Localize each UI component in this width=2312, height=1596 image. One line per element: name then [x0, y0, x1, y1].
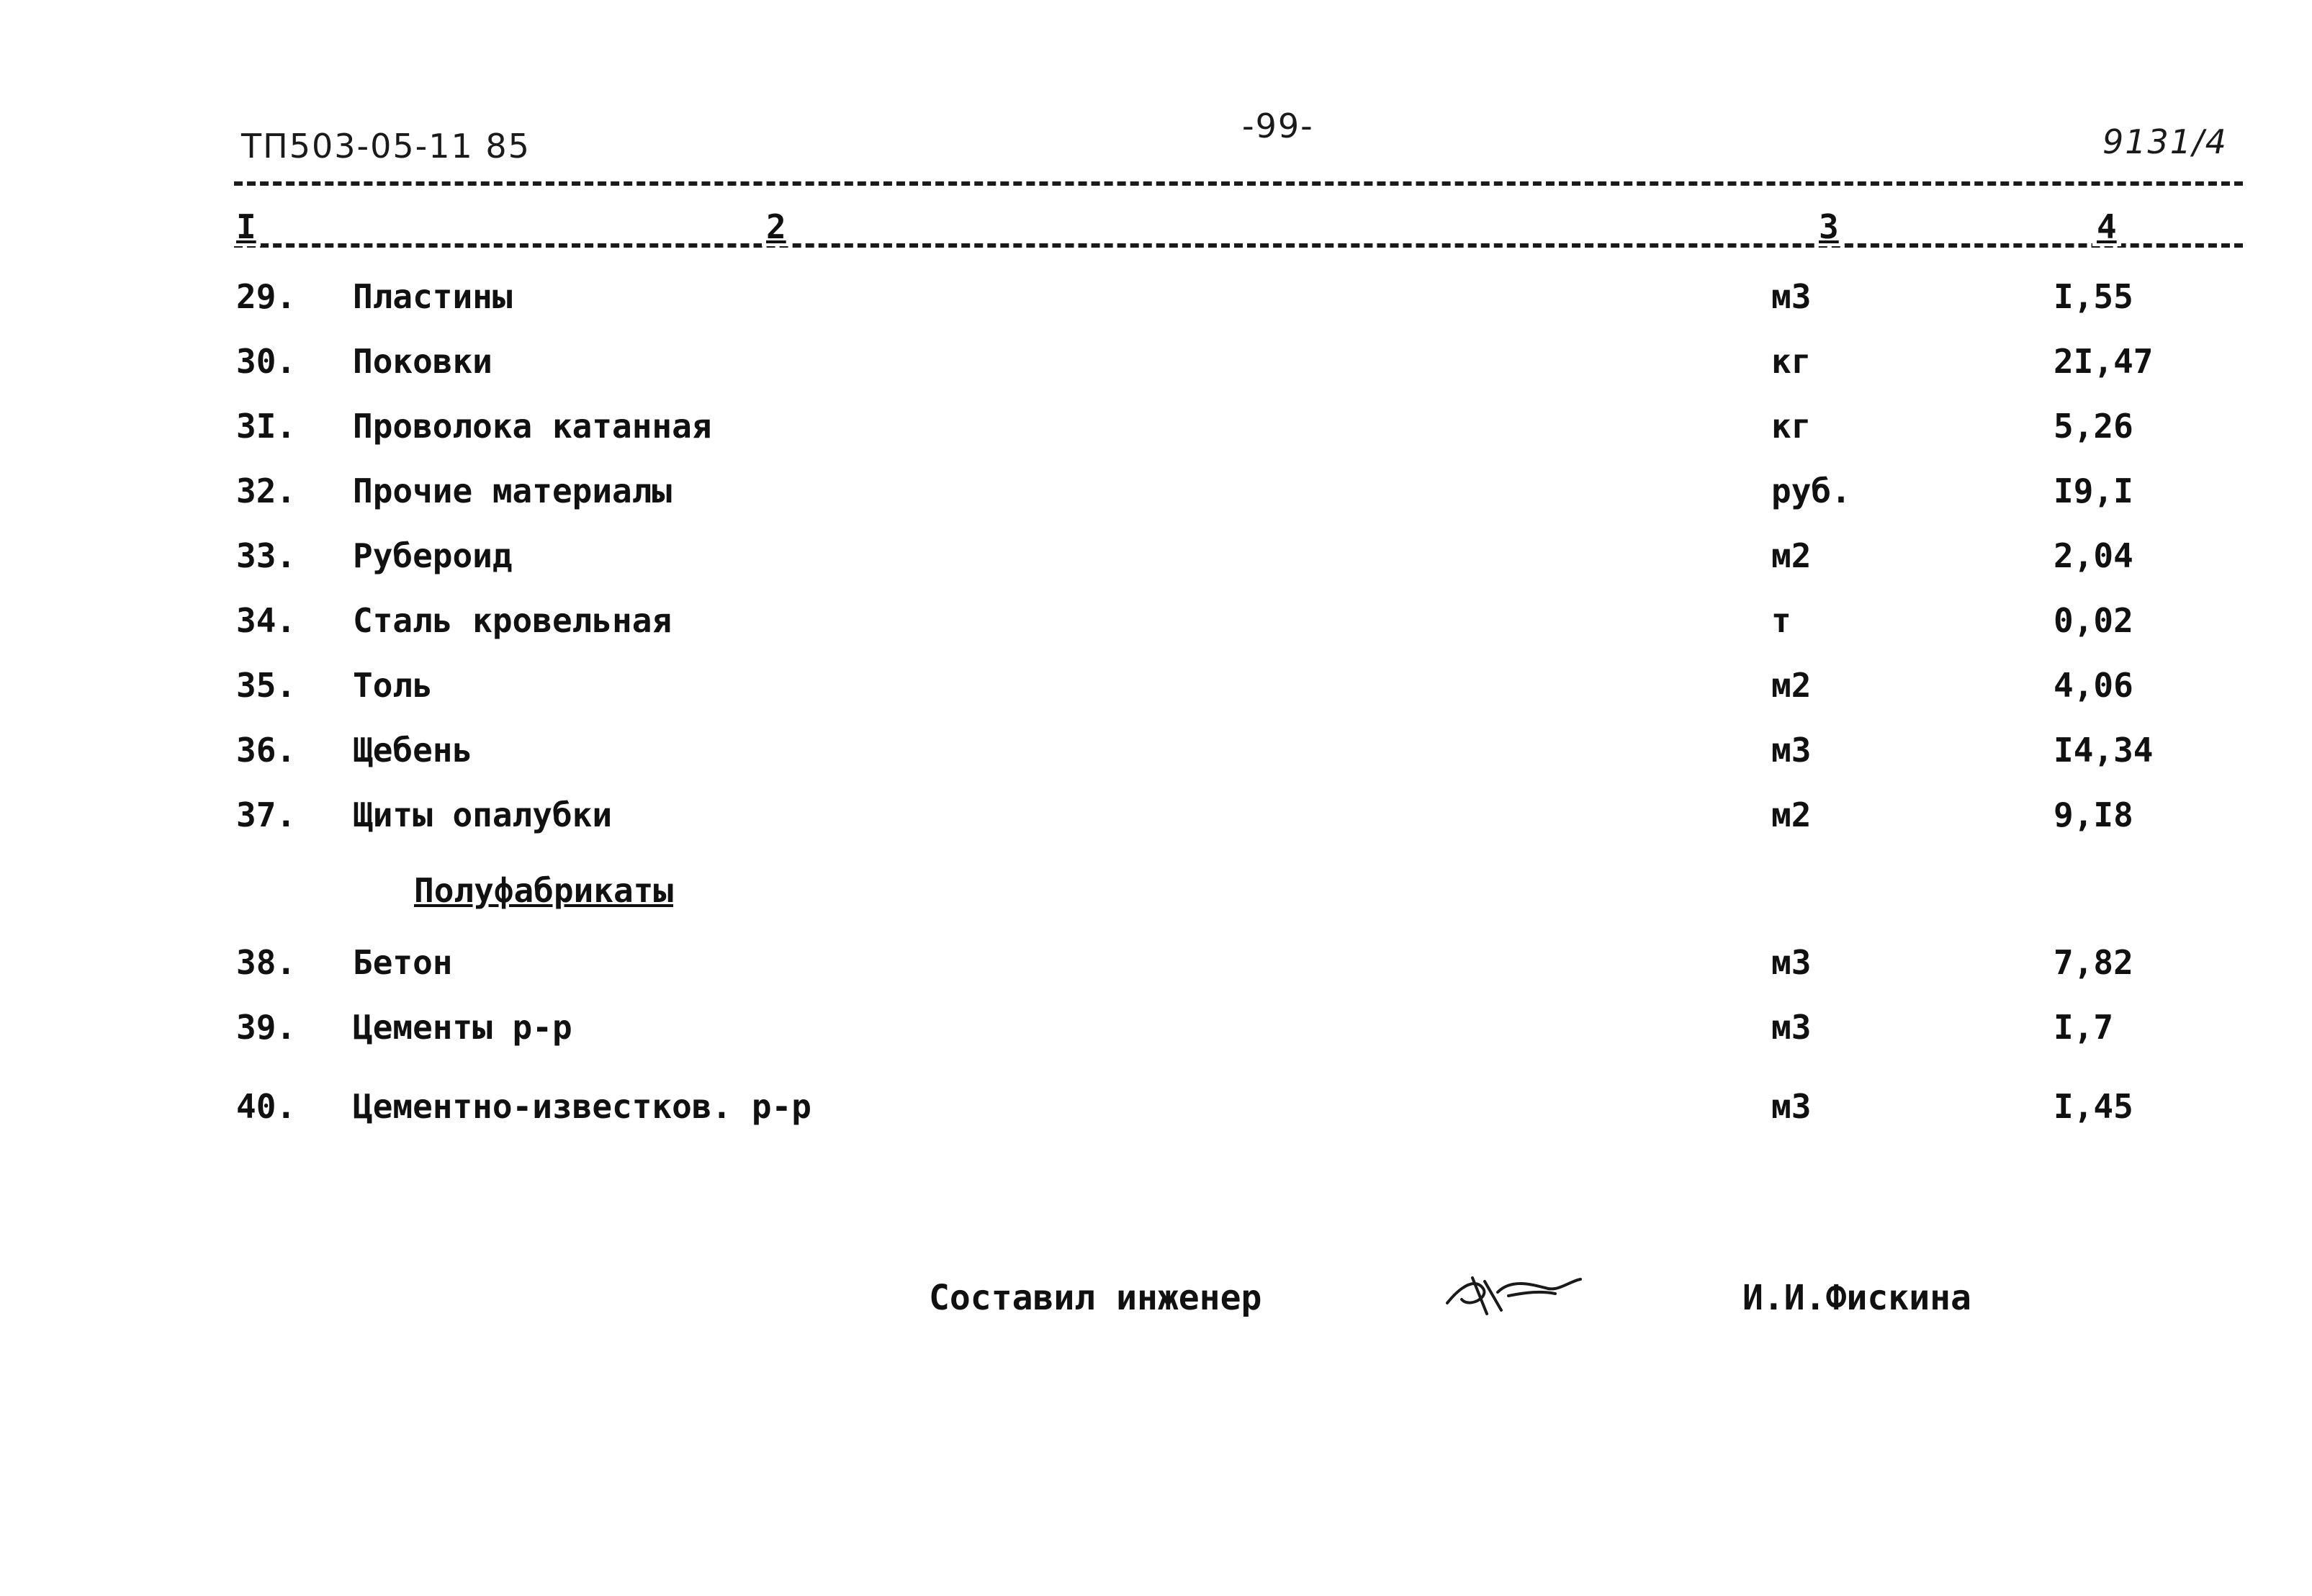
row-material: Цементно-известков. р-р — [353, 1087, 811, 1126]
row-material: Щиты опалубки — [353, 795, 613, 834]
column-number-1: I — [232, 207, 261, 246]
row-quantity: 2,04 — [2054, 536, 2133, 575]
row-material: Сталь кровельная — [353, 601, 673, 640]
row-material: Цементы р-р — [353, 1008, 572, 1047]
row-material: Проволока катанная — [353, 407, 712, 446]
row-unit: кг — [1771, 342, 1812, 381]
row-material: Прочие материалы — [353, 472, 673, 510]
sheet-number: 9131/4 — [2102, 122, 2228, 161]
table-row — [0, 943, 2312, 993]
table-row — [0, 277, 2312, 328]
row-unit: м3 — [1771, 731, 1812, 770]
row-unit: м3 — [1771, 943, 1812, 982]
row-quantity: 2I,47 — [2054, 342, 2154, 381]
column-number-2: 2 — [762, 207, 791, 246]
row-number: 33. — [236, 536, 297, 575]
row-material: Рубероид — [353, 536, 513, 575]
column-number-4: 4 — [2092, 207, 2121, 246]
row-unit: м2 — [1771, 795, 1812, 834]
row-quantity: 9,I8 — [2054, 795, 2133, 834]
table-row — [0, 407, 2312, 457]
row-number: 37. — [236, 795, 297, 834]
row-number: 34. — [236, 601, 297, 640]
row-material: Толь — [353, 666, 433, 705]
row-quantity: I,55 — [2054, 277, 2133, 316]
row-quantity: 5,26 — [2054, 407, 2133, 446]
row-quantity: I9,I — [2054, 472, 2133, 510]
row-number: 32. — [236, 472, 297, 510]
row-unit: м2 — [1771, 666, 1812, 705]
row-quantity: I,45 — [2054, 1087, 2133, 1126]
row-number: 39. — [236, 1008, 297, 1047]
row-unit: руб. — [1771, 472, 1851, 510]
row-unit: м2 — [1771, 536, 1812, 575]
signatory-role: Составил инженер — [929, 1278, 1262, 1318]
row-quantity: 7,82 — [2054, 943, 2133, 982]
row-quantity: I,7 — [2054, 1008, 2114, 1047]
row-unit: кг — [1771, 407, 1812, 446]
row-number: 29. — [236, 277, 297, 316]
row-number: 36. — [236, 731, 297, 770]
row-unit: т — [1771, 601, 1791, 640]
section-title: Полуфабрикаты — [414, 871, 674, 910]
row-material: Пластины — [353, 277, 513, 316]
table-row — [0, 795, 2312, 846]
row-quantity: 4,06 — [2054, 666, 2133, 705]
row-number: 30. — [236, 342, 297, 381]
row-quantity: 0,02 — [2054, 601, 2133, 640]
top-dashed-rule — [234, 181, 2243, 186]
row-number: 38. — [236, 943, 297, 982]
table-row — [0, 731, 2312, 781]
handwritten-signature — [1440, 1263, 1584, 1321]
row-number: 40. — [236, 1087, 297, 1126]
row-unit: м3 — [1771, 1008, 1812, 1047]
signatory-name: И.И.Фискина — [1742, 1278, 1971, 1318]
row-material: Бетон — [353, 943, 453, 982]
row-quantity: I4,34 — [2054, 731, 2154, 770]
row-number: 35. — [236, 666, 297, 705]
header-dashed-rule — [234, 243, 2243, 248]
row-number: 3I. — [236, 407, 297, 446]
page-number: -99- — [1242, 107, 1314, 145]
column-number-3: 3 — [1814, 207, 1843, 246]
row-material: Поковки — [353, 342, 492, 381]
table-row — [0, 472, 2312, 522]
row-unit: м3 — [1771, 1087, 1812, 1126]
table-row — [0, 342, 2312, 392]
table-row — [0, 536, 2312, 587]
document-code: ТП503-05-11 85 — [241, 127, 531, 166]
table-row — [0, 601, 2312, 652]
row-material: Щебень — [353, 731, 473, 770]
table-row — [0, 1087, 2312, 1137]
row-unit: м3 — [1771, 277, 1812, 316]
table-row — [0, 1008, 2312, 1058]
table-row — [0, 666, 2312, 716]
